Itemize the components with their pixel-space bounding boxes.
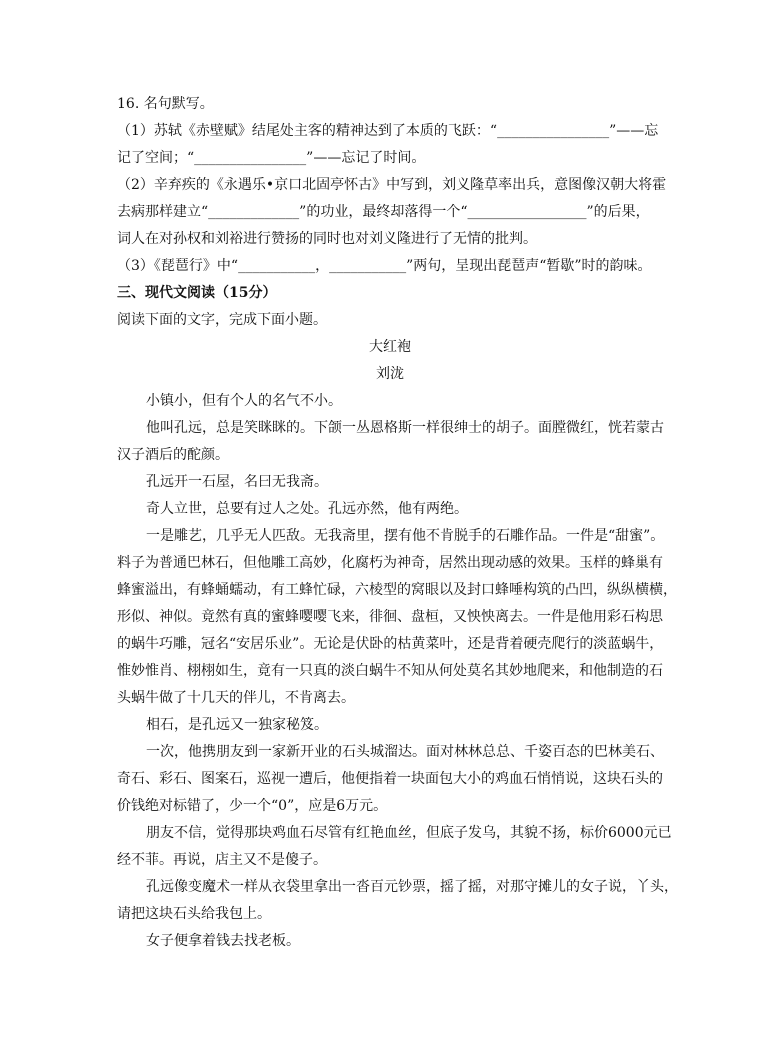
article-line: 形似、神似。竟然有真的蜜蜂嘤嘤飞来，徘徊、盘桓，又怏怏离去。一件是他用彩石构思: [117, 609, 663, 625]
article-line: 价钱绝对标错了，少一个“0”，应是6万元。: [117, 798, 388, 814]
article-line: 奇人立世，总要有过人之处。孔远亦然，他有两绝。: [146, 501, 468, 517]
article-line: 奇石、彩石、图案石，巡视一遭后，他便指着一块面包大小的鸡血石悄悄说，这块石头的: [117, 771, 663, 787]
article-title: 大红袍: [369, 339, 411, 355]
article-author: 刘泷: [376, 366, 404, 382]
article-line: 的蜗牛巧雕，冠名“安居乐业”。无论是伏卧的枯黄菜叶，还是背着硬壳爬行的淡蓝蜗牛，: [117, 636, 664, 652]
article-line: 孔远开一石屋，名曰无我斋。: [146, 474, 328, 490]
article-line: 请把这块石头给我包上。: [117, 906, 271, 922]
article-line: 惟妙惟肖、栩栩如生，竟有一只真的淡白蜗牛不知从何处莫名其妙地爬来，和他制造的石: [117, 663, 663, 679]
question-16-line: （1）苏轼《赤壁赋》结尾处主客的精神达到了本质的飞跃：“________________”——忘: [117, 123, 659, 139]
question-16-line: 去病那样建立“_____________”的功业，最终却落得一个“_________________”的后果，: [117, 204, 650, 220]
article-line: 一次，他携朋友到一家新开业的石头城溜达。面对林林总总、千姿百态的巴林美石、: [146, 744, 664, 760]
article-line: 朋友不信，觉得那块鸡血石尽管有红艳血丝，但底子发乌，其貌不扬，标价6000元已: [146, 825, 672, 841]
question-16-line: 记了空间；“________________”——忘记了时间。: [117, 150, 426, 166]
article-line: 小镇小，但有个人的名气不小。: [146, 393, 342, 409]
question-16-line: （3）《琵琶行》中“___________，___________”两句，呈现出琵琶声“暂歇”时的韵味。: [117, 258, 652, 274]
article-line: 女子便拿着钱去找老板。: [146, 933, 300, 949]
article-line: 相石，是孔远又一独家秘笈。: [146, 717, 328, 733]
section-instruction: 阅读下面的文字，完成下面小题。: [117, 312, 327, 328]
article-line: 他叫孔远，总是笑眯眯的。下颌一丛恩格斯一样很绅士的胡子。面膛微红，恍若蒙古: [146, 420, 664, 436]
question-16-line: （2）辛弃疾的《永遇乐•京口北固亭怀古》中写到，刘义隆草率出兵，意图像汉朝大将霍: [117, 177, 667, 193]
question-16-line: 词人在对孙权和刘裕进行赞扬的同时也对刘义隆进行了无情的批判。: [117, 231, 537, 247]
article-line: 汉子酒后的酡颜。: [117, 447, 229, 463]
article-line: 料子为普通巴林石，但他雕工高妙，化腐朽为神奇，居然出现动感的效果。玉样的蜂巢有: [117, 555, 663, 571]
question-16-title: 16. 名句默写。: [117, 96, 214, 112]
article-line: 头蜗牛做了十几天的伴儿，不肯离去。: [117, 690, 355, 706]
article-line: 孔远像变魔术一样从衣袋里拿出一沓百元钞票，摇了摇，对那守摊儿的女子说，丫头，: [146, 879, 678, 895]
section-heading: 三、现代文阅读（15分）: [117, 285, 277, 301]
article-line: 经不菲。再说，店主又不是傻子。: [117, 852, 327, 868]
article-line: 蜂蜜溢出，有蜂蛹蠕动，有工蜂忙碌，六棱型的窝眼以及封口蜂唾构筑的凸凹，纵纵横横，: [117, 582, 677, 598]
article-line: 一是雕艺，几乎无人匹敌。无我斋里，摆有他不肯脱手的石雕作品。一件是“甜蜜”。: [146, 528, 665, 544]
